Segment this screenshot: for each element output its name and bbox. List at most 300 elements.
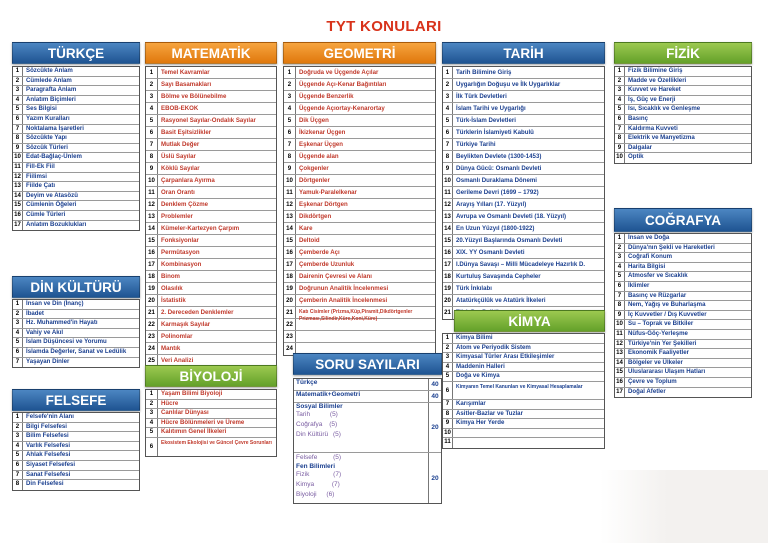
matematik-row: [146, 331, 276, 343]
kimya-row: [443, 419, 604, 429]
matematik-row: [146, 67, 276, 79]
tarih-row-number: 10: [443, 175, 453, 186]
geometri-row-number: 1: [284, 67, 296, 78]
turkce-row-number: 17: [13, 221, 23, 231]
tarih-row-number: 15: [443, 235, 453, 246]
geometri-row-number: 22: [284, 319, 296, 330]
din-row-label: Yaşayan Dinler: [26, 357, 70, 365]
geometri-row-number: 15: [284, 235, 296, 246]
felsefe-header: FELSEFE: [12, 389, 140, 411]
felsefe-row: [13, 413, 139, 423]
biyoloji-row-label: Hücre: [161, 399, 179, 407]
felsefe-row-label: Sanat Felsefesi: [26, 470, 71, 478]
felsefe-row-label: Felsefe'nin Alanı: [26, 413, 74, 420]
fizik-row: [615, 153, 751, 163]
din-row: [13, 329, 139, 339]
turkce-row: [13, 221, 139, 231]
fizik-row-label: Fizik Bilimine Giriş: [628, 67, 683, 74]
biyoloji-row: [146, 409, 276, 419]
din-table: [12, 299, 140, 368]
geometri-row: [284, 307, 435, 322]
biyoloji-row-label: Hücre Bölünmeleri ve Üreme: [161, 418, 245, 426]
geometri-row-label: Çemberde Uzunluk: [299, 261, 355, 268]
turkce-row-number: 9: [13, 144, 23, 153]
turkce-row-label: Anlatım Biçimleri: [26, 95, 76, 103]
cografya-row: [615, 320, 751, 330]
kimya-row: [443, 382, 604, 400]
din-row-label: İslamda Değerler, Sanat ve Ledülik: [26, 347, 127, 355]
tarih-row-number: 1: [443, 67, 453, 78]
felsefe-table: [12, 412, 140, 491]
felsefe-row: [13, 480, 139, 490]
fizik-row-label: Isı, Sıcaklık ve Genleşme: [628, 105, 701, 113]
turkce-row: [13, 96, 139, 106]
kimya-row: [443, 372, 604, 382]
turkce-row-label: Cümlenin Öğeleri: [26, 201, 77, 209]
tarih-row-label: Türkiye Tarihi: [456, 141, 496, 148]
matematik-row: [146, 91, 276, 103]
matematik-row: [146, 103, 276, 115]
turkce-row: [13, 163, 139, 173]
geometri-row: [284, 79, 435, 91]
geometri-row-number: 11: [284, 187, 296, 198]
din-row: [13, 319, 139, 329]
geometri-row: [284, 103, 435, 115]
fizik-row-label: Elektrik ve Manyetizma: [628, 134, 695, 142]
matematik-row: [146, 223, 276, 235]
kimya-row-number: 1: [443, 334, 453, 343]
tarih-row: [443, 211, 604, 223]
kimya-row-number: 3: [443, 353, 453, 362]
geometri-row-label: Dörtgenler: [299, 177, 330, 184]
tarih-row: [443, 163, 604, 175]
geometri-row-label: Üçgende alan: [299, 153, 339, 160]
turkce-row-number: 15: [13, 201, 23, 210]
turkce-row: [13, 86, 139, 96]
turkce-row-label: Sözcükte Yapı: [26, 134, 67, 142]
din-header: DİN KÜLTÜRÜ: [12, 276, 140, 298]
turkce-row-label: Paragrafta Anlam: [26, 86, 77, 94]
din-row: [13, 338, 139, 348]
biyoloji-row: [146, 419, 276, 429]
cografya-row-number: 10: [615, 320, 625, 329]
biyoloji-row-number: 6: [146, 438, 158, 456]
cografya-row: [615, 340, 751, 350]
matematik-row: [146, 307, 276, 319]
turkce-row-number: 6: [13, 115, 23, 124]
matematik-row-number: 5: [146, 115, 158, 126]
kimya-row: [443, 410, 604, 420]
tarih-row: [443, 235, 604, 247]
felsefe-row-label: Din Felsefesi: [26, 480, 64, 488]
din-row-label: İslam Düşüncesi ve Yorumu: [26, 338, 107, 346]
tarih-row-number: 12: [443, 199, 453, 210]
cografya-row: [615, 234, 751, 244]
geometri-row: [284, 271, 435, 283]
matematik-row-number: 3: [146, 91, 158, 102]
matematik-row-label: Temel Kavramlar: [161, 69, 210, 76]
cografya-row-label: Nüfus-Göç-Yerleşme: [628, 329, 688, 337]
tarih-row-label: I.Dünya Savaşı – Milli Mücadeleye Hazırlık D.: [456, 261, 586, 268]
cografya-row-label: Bölgeler ve Ülkeler: [628, 358, 683, 366]
geometri-row-number: 2: [284, 79, 296, 90]
tarih-row-label: Dünya Gücü: Osmanlı Devleti: [456, 165, 542, 172]
turkce-row: [13, 105, 139, 115]
kimya-row-number: 8: [443, 410, 453, 419]
tarih-row-label: Osmanlı Duraklama Dönemi: [456, 177, 537, 184]
geometri-row: [284, 139, 435, 151]
geometri-row: [284, 223, 435, 235]
cografya-row-label: Coğrafi Konum: [628, 253, 673, 261]
geometri-row-label: Çokgenler: [299, 165, 329, 172]
turkce-row: [13, 192, 139, 202]
matematik-row-number: 8: [146, 151, 158, 162]
felsefe-row-number: 7: [13, 471, 23, 480]
fizik-row: [615, 134, 751, 144]
fizik-row: [615, 144, 751, 154]
fizik-row-label: Madde ve Özellikleri: [628, 76, 687, 84]
kimya-row-number: 10: [443, 429, 453, 438]
tarih-row-number: 7: [443, 139, 453, 150]
matematik-row-number: 15: [146, 235, 158, 246]
cografya-row-label: Türkiye'nin Yer Şekilleri: [628, 339, 697, 347]
tarih-row: [443, 187, 604, 199]
matematik-row-label: Denklem Çözme: [161, 201, 209, 208]
matematik-row-number: 19: [146, 283, 158, 294]
geometri-row-label: Doğruda ve Üçgende Açılar: [299, 69, 379, 76]
turkce-row-number: 16: [13, 211, 23, 220]
matematik-row: [146, 139, 276, 151]
cografya-row-number: 12: [615, 340, 625, 349]
geometri-row: [284, 151, 435, 163]
matematik-row-label: İstatistik: [161, 297, 186, 304]
matematik-row-number: 6: [146, 127, 158, 138]
matematik-table: [145, 66, 277, 368]
kimya-row-number: 4: [443, 363, 453, 372]
matematik-row: [146, 79, 276, 91]
matematik-header: MATEMATİK: [145, 42, 277, 64]
biyoloji-row: [146, 400, 276, 410]
fizik-row-label: Dalgalar: [628, 143, 653, 151]
geometri-row-number: 16: [284, 247, 296, 258]
cografya-row: [615, 330, 751, 340]
turkce-row-label: Noktalama İşaretleri: [26, 124, 84, 132]
matematik-row-number: 21: [146, 307, 158, 318]
matematik-row-label: Oran Orantı: [161, 189, 195, 196]
geometri-row-label: Üçgende Benzerlik: [299, 93, 354, 100]
tarih-row-number: 8: [443, 151, 453, 162]
fizik-row-number: 5: [615, 105, 625, 114]
cografya-row: [615, 263, 751, 273]
tarih-row: [443, 295, 604, 307]
cografya-row-label: Uluslararası Ulaşım Hatları: [628, 368, 706, 376]
kimya-row: [443, 429, 604, 439]
kimya-row: [443, 363, 604, 373]
page-title: TYT KONULARI: [326, 18, 442, 35]
fizik-row-number: 2: [615, 77, 625, 86]
fizik-row-label: Optik: [628, 153, 644, 161]
kimya-row-label: Doğa ve Kimya: [456, 372, 500, 380]
geometri-row: [284, 319, 435, 331]
matematik-row-label: EBOB-EKOK: [161, 105, 199, 112]
matematik-row-label: Kombinasyon: [161, 261, 202, 268]
tarih-row: [443, 91, 604, 103]
tarih-row-number: 11: [443, 187, 453, 198]
din-row-number: 7: [13, 358, 23, 368]
matematik-row: [146, 343, 276, 355]
tarih-row: [443, 175, 604, 187]
turkce-row-number: 8: [13, 134, 23, 143]
biyoloji-row-label: Canlılar Dünyası: [161, 409, 209, 417]
turkce-row-label: Fill-Ek Fiil: [26, 162, 55, 170]
tarih-row: [443, 127, 604, 139]
tarih-row: [443, 271, 604, 283]
geometri-row-number: 23: [284, 331, 296, 342]
geometri-row: [284, 187, 435, 199]
matematik-row: [146, 247, 276, 259]
geometri-row-number: 8: [284, 151, 296, 162]
kimya-row: [443, 353, 604, 363]
cografya-row-number: 16: [615, 378, 625, 387]
geometri-row-label: Katı Cisimler (Prizma,Küp,Piramit,Dikdörtgenler Prizması,Silindir,Küre,Koni,Küre): [299, 309, 413, 322]
matematik-row: [146, 151, 276, 163]
turkce-row-number: 7: [13, 125, 23, 134]
geometri-row: [284, 199, 435, 211]
cografya-row: [615, 292, 751, 302]
matematik-row-label: 2. Dereceden Denklemler: [161, 309, 234, 316]
kimya-row-label: Kimya Bilimi: [456, 334, 493, 341]
turkce-row-number: 1: [13, 67, 23, 76]
tarih-row-number: 2: [443, 79, 453, 90]
turkce-row-label: Ses Bilgisi: [26, 105, 57, 113]
turkce-row-label: Cümlede Anlam: [26, 76, 72, 84]
biyoloji-row-number: 1: [146, 390, 158, 399]
kimya-row-label: Atom ve Periyodik Sistem: [456, 343, 531, 351]
cografya-row-number: 2: [615, 244, 625, 253]
cografya-row-number: 9: [615, 311, 625, 320]
tarih-row-label: Türk İnkılabı: [456, 285, 492, 292]
soru-mat: Matematik+Geometri: [294, 391, 429, 402]
turkce-row: [13, 134, 139, 144]
turkce-row: [13, 173, 139, 183]
turkce-row-label: Edat-Bağlaç-Ünlem: [26, 153, 82, 161]
turkce-row-label: Cümle Türleri: [26, 210, 66, 218]
fizik-row-number: 8: [615, 134, 625, 143]
cografya-row-number: 17: [615, 388, 625, 398]
matematik-row-number: 25: [146, 355, 158, 367]
matematik-row: [146, 283, 276, 295]
cografya-row: [615, 368, 751, 378]
din-row-number: 4: [13, 329, 23, 338]
fizik-header: FİZİK: [614, 42, 752, 64]
biyoloji-row-label: Yaşam Bilimi Biyoloji: [161, 390, 223, 397]
geometri-row-label: Doğrunun Analitik İncelenmesi: [299, 285, 389, 292]
tarih-table: [442, 66, 605, 320]
turkce-row-number: 10: [13, 153, 23, 162]
turkce-row-number: 5: [13, 105, 23, 114]
geometri-row: [284, 163, 435, 175]
geometri-row-label: Eşkenar Dörtgen: [299, 201, 348, 208]
turkce-row-label: Fiilde Çatı: [26, 182, 56, 190]
biyoloji-row-number: 4: [146, 419, 158, 428]
turkce-header: TÜRKÇE: [12, 42, 140, 64]
fizik-table: [614, 66, 752, 164]
cografya-row: [615, 349, 751, 359]
matematik-row-number: 16: [146, 247, 158, 258]
kimya-row-label: Karışımlar: [456, 399, 486, 407]
tarih-row: [443, 199, 604, 211]
tarih-row-number: 13: [443, 211, 453, 222]
biyoloji-row-label: Ekosistem Ekolojisi ve Güncel Çevre Sorunları: [161, 439, 272, 446]
kimya-row-label: Asitler-Bazlar ve Tuzlar: [456, 409, 523, 417]
felsefe-row: [13, 432, 139, 442]
tarih-row-label: En Uzun Yüzyıl (1800-1922): [456, 225, 535, 232]
geometri-row-label: Çemberde Açı: [299, 249, 340, 256]
cografya-row: [615, 311, 751, 321]
din-row-label: İbadet: [26, 309, 44, 317]
geometri-row-number: 17: [284, 259, 296, 270]
geometri-row-label: [296, 331, 435, 342]
felsefe-row: [13, 442, 139, 452]
kimya-row: [443, 438, 604, 448]
fizik-row: [615, 125, 751, 135]
geometri-row: [284, 127, 435, 139]
fizik-row-number: 4: [615, 96, 625, 105]
matematik-row: [146, 127, 276, 139]
geometri-row-number: 4: [284, 103, 296, 114]
cografya-row: [615, 244, 751, 254]
cografya-row-label: Harita Bilgisi: [628, 262, 666, 270]
kimya-row: [443, 400, 604, 410]
cografya-row: [615, 359, 751, 369]
kimya-row: [443, 334, 604, 344]
geometri-row: [284, 247, 435, 259]
biyoloji-row: [146, 428, 276, 438]
cografya-row-number: 11: [615, 330, 625, 339]
turkce-row-number: 3: [13, 86, 23, 95]
din-row-number: 6: [13, 348, 23, 357]
cografya-row-number: 7: [615, 292, 625, 301]
tarih-row-number: 9: [443, 163, 453, 174]
watermark-fade: [600, 470, 768, 543]
tarih-row-number: 18: [443, 271, 453, 282]
geometri-row-label: Dik Üçgen: [299, 117, 329, 124]
tarih-row: [443, 283, 604, 295]
matematik-row-label: Veri Analizi: [161, 357, 194, 364]
matematik-row-number: 22: [146, 319, 158, 330]
kimya-row-number: 9: [443, 419, 453, 428]
felsefe-row: [13, 423, 139, 433]
matematik-row: [146, 295, 276, 307]
cografya-row-label: Ekonomik Faaliyetler: [628, 349, 689, 357]
cografya-row-label: Atmosfer ve Sıcaklık: [628, 272, 688, 280]
felsefe-row-label: Bilgi Felsefesi: [26, 422, 67, 430]
turkce-row: [13, 144, 139, 154]
turkce-row-label: Sözcük Türleri: [26, 143, 68, 151]
tarih-row-label: XIX. YY Osmanlı Devleti: [456, 249, 525, 256]
kimya-row-label: Maddenin Halleri: [456, 362, 505, 370]
fizik-row: [615, 67, 751, 77]
geometri-row-number: 6: [284, 127, 296, 138]
din-row-number: 3: [13, 319, 23, 328]
geometri-row-label: Kare: [299, 225, 313, 232]
matematik-row-label: Fonksiyonlar: [161, 237, 199, 244]
biyoloji-row: [146, 438, 276, 456]
cografya-row-number: 14: [615, 359, 625, 368]
geometri-row-label: [296, 319, 435, 330]
din-row-number: 2: [13, 310, 23, 319]
felsefe-row-label: Varlık Felsefesi: [26, 441, 71, 449]
tarih-row: [443, 247, 604, 259]
kimya-row-label: Kimyanın Temel Kanunları ve Kimyasal Hesaplamalar: [456, 383, 583, 390]
matematik-row-number: 18: [146, 271, 158, 282]
biyoloji-row: [146, 390, 276, 400]
biyoloji-row-number: 3: [146, 409, 158, 418]
matematik-row: [146, 211, 276, 223]
geometri-row-number: 24: [284, 343, 296, 355]
kimya-row-number: 2: [443, 344, 453, 353]
felsefe-row-number: 1: [13, 413, 23, 422]
turkce-row-number: 14: [13, 192, 23, 201]
fizik-row: [615, 77, 751, 87]
matematik-row: [146, 259, 276, 271]
kimya-row-number: 7: [443, 400, 453, 409]
kimya-row-label: Kimyasal Türler Arası Etkileşimler: [456, 353, 555, 361]
matematik-row-label: Üslü Sayılar: [161, 153, 196, 160]
tarih-row-label: İlk Türk Devletleri: [456, 93, 507, 100]
cografya-row-number: 8: [615, 301, 625, 310]
biyoloji-row-number: 5: [146, 428, 158, 437]
kimya-table: [442, 333, 605, 449]
tarih-row-label: Avrupa ve Osmanlı Devleti (18. Yüzyıl): [456, 213, 567, 220]
fizik-row: [615, 115, 751, 125]
matematik-row: [146, 115, 276, 127]
turkce-row-number: 12: [13, 173, 23, 182]
tarih-row-label: 20.Yüzyıl Başlarında Osmanlı Devleti: [456, 237, 563, 244]
fizik-row-number: 9: [615, 144, 625, 153]
geometri-header: GEOMETRİ: [283, 42, 436, 64]
tarih-row-label: Türklerin İslamiyeti Kabulü: [456, 129, 534, 136]
geometri-row-label: Yamuk-Paralelkenar: [299, 189, 357, 196]
cografya-row-label: Doğal Afetler: [628, 387, 666, 395]
matematik-row-label: Çarpanlara Ayırma: [161, 177, 215, 184]
kimya-row-number: 5: [443, 372, 453, 381]
matematik-row-number: 7: [146, 139, 158, 150]
tarih-row: [443, 139, 604, 151]
turkce-row-number: 11: [13, 163, 23, 172]
kimya-row-number: 6: [443, 382, 453, 399]
cografya-row-label: İklimler: [628, 281, 650, 289]
cografya-row-number: 1: [615, 234, 625, 243]
geometri-row-label: Eşkenar Üçgen: [299, 141, 344, 148]
kimya-row-number: 11: [443, 438, 453, 448]
fizik-row-number: 3: [615, 86, 625, 95]
tarih-row-number: 21: [443, 307, 453, 319]
matematik-row-number: 4: [146, 103, 158, 114]
biyoloji-row-label: Kalıtımın Genel İlkeleri: [161, 428, 227, 436]
fizik-row-number: 6: [615, 115, 625, 124]
felsefe-row-number: 8: [13, 480, 23, 490]
turkce-row-label: Yazım Kuralları: [26, 114, 70, 122]
din-row: [13, 358, 139, 368]
geometri-row-number: 18: [284, 271, 296, 282]
fizik-row: [615, 96, 751, 106]
cografya-row: [615, 301, 751, 311]
geometri-row-label: Dairenin Çevresi ve Alanı: [299, 273, 372, 280]
tarih-row-label: Uygarlığın Doğuşu ve İlk Uygarlıklar: [456, 81, 561, 88]
geometri-row-label: Üçgende Açıortay-Kenarortay: [299, 105, 385, 112]
matematik-row-label: Karmaşık Sayılar: [161, 321, 211, 328]
